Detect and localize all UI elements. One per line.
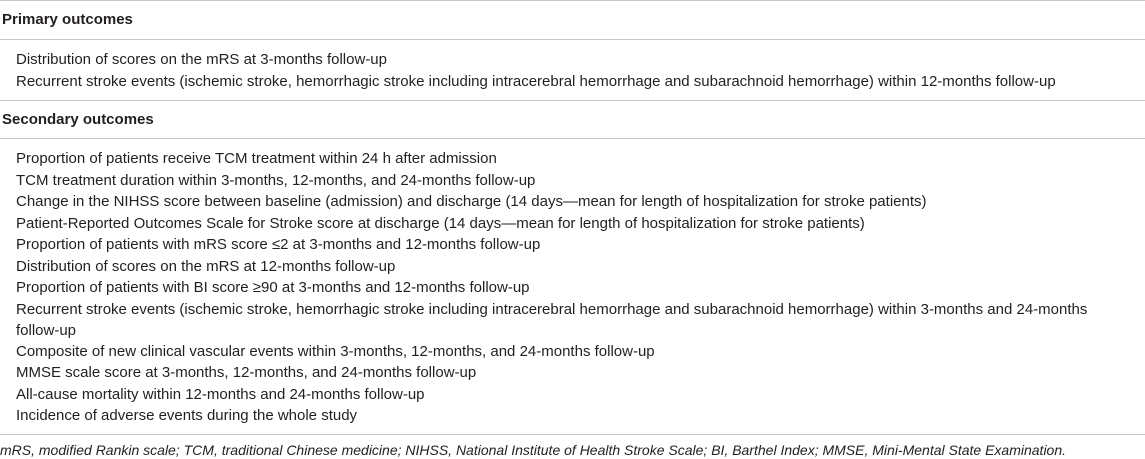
secondary-outcomes-header-text: Secondary outcomes [2,111,154,128]
list-item: Proportion of patients with mRS score ≤2 at 3-months and 12-months follow-up [16,236,541,253]
list-item: All-cause mortality within 12-months and 24-months follow-up [16,385,425,403]
list-item: MMSE scale score at 3-months, 12-months, and 24-months follow-up [16,364,477,381]
primary-section-rule [0,100,1145,101]
secondary-outcomes-list [16,148,1131,427]
list-item: Distribution of scores on the mRS at 3-months follow-up [16,51,387,68]
secondary-header-rule [0,138,1145,139]
list-item: Proportion of patients receive TCM treatment within 24 h after admission [16,150,497,167]
list-item: Recurrent stroke events (ischemic stroke, hemorrhagic stroke including intracerebral hemorrhage and subarachnoid hemorrhage) within 3-months and 24-months follow-up [16,300,1088,339]
list-item: Distribution of scores on the mRS at 12-months follow-up [16,257,396,275]
list-item: Recurrent stroke events (ischemic stroke, hemorrhagic stroke including intracerebral hemorrhage and subarachnoid hemorrhage) within 12-months follow-up [16,72,1056,90]
list-item: Proportion of patients with BI score ≥90 at 3-months and 12-months follow-up [16,279,530,296]
table-top-rule [0,0,1145,1]
list-item: TCM treatment duration within 3-months, 12-months, and 24-months follow-up [16,171,536,189]
list-item: Incidence of adverse events during the whole study [16,407,358,424]
primary-header-rule [0,39,1145,40]
primary-outcomes-list [16,49,1131,92]
list-item: Composite of new clinical vascular events within 3-months, 12-months, and 24-months follow-up [16,342,655,360]
list-item: Change in the NIHSS score between baseline (admission) and discharge (14 days—mean for length of hospitalization for stroke patients) [16,193,927,210]
table-bottom-rule [0,434,1145,435]
list-item: Patient-Reported Outcomes Scale for Stroke score at discharge (14 days—mean for length of hospitalization for stroke patients) [16,214,865,232]
table-footnote: mRS, modified Rankin scale; TCM, traditional Chinese medicine; NIHSS, National Institute of Health Stroke Scale; BI, Barthel Index; MMSE, Mini-Mental State Examination. [0,442,1067,458]
primary-outcomes-header-text: Primary outcomes [2,11,133,28]
